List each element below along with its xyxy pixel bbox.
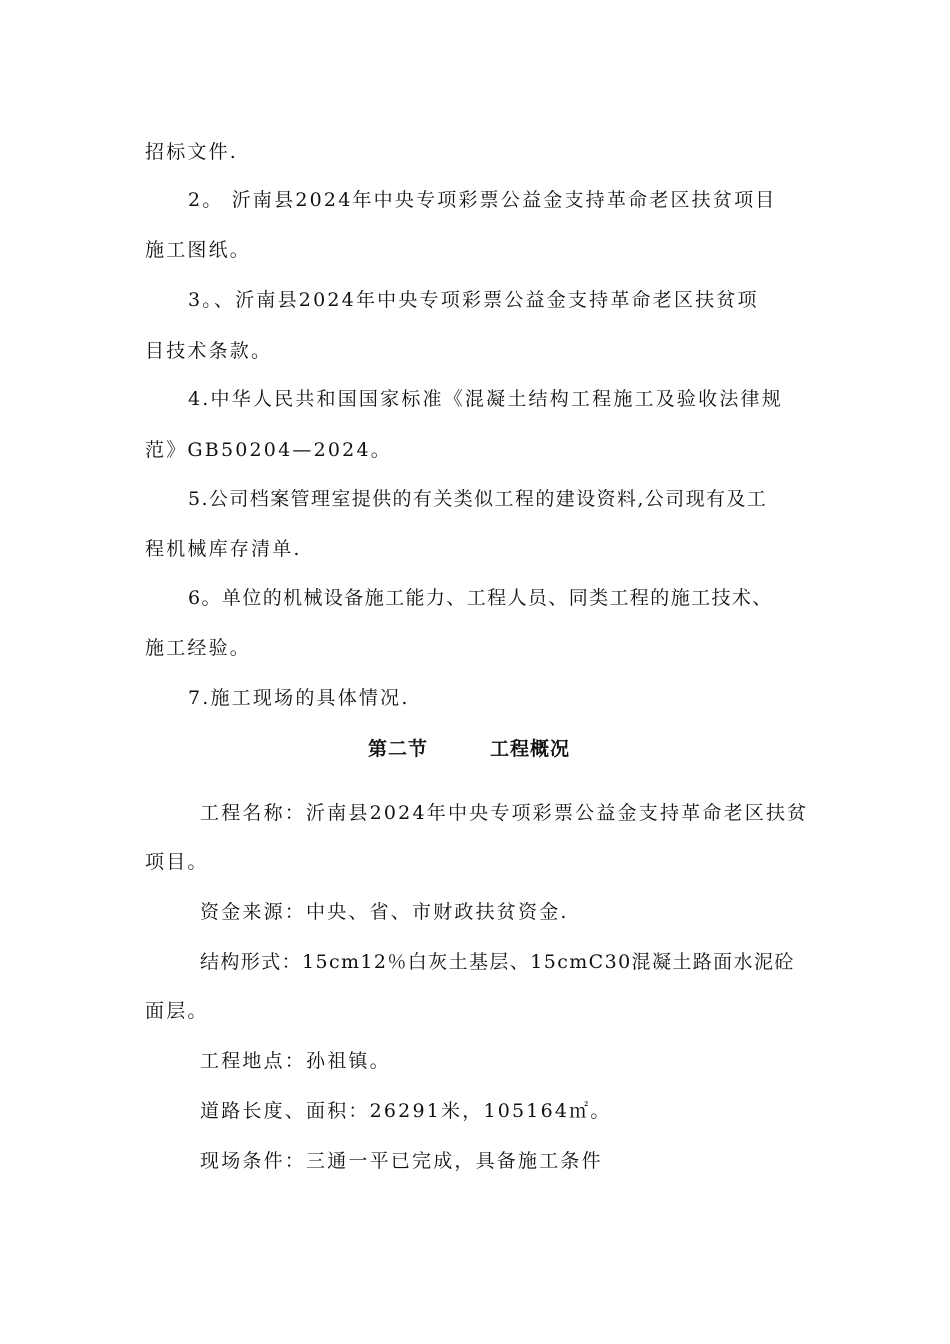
overview-site-conditions: 现场条件：三通一平已完成，具备施工条件 [200,1150,603,1172]
section-heading [368,736,570,762]
text-line-2: 2。 沂南县2024年中央专项彩票公益金支持革命老区扶贫项目 [188,189,777,211]
section-title: 工程概况 [490,738,571,760]
overview-road-length: 道路长度、面积：26291米，105164㎡。 [200,1100,612,1122]
section-number: 第二节 [368,738,429,760]
text-line-8: 5.公司档案管理室提供的有关类似工程的建设资料,公司现有及工 [188,488,768,510]
text-line-7: 范》GB50204—2024。 [145,439,392,461]
overview-project-name-cont: 项目。 [145,851,209,873]
text-line-1: 招标文件. [145,141,239,163]
text-line-3: 施工图纸。 [145,239,252,261]
text-line-11: 施工经验。 [145,637,252,659]
overview-structure: 结构形式：15cm12％白灰土基层、15cmC30混凝土路面水泥砼 [200,951,795,973]
overview-location: 工程地点：孙祖镇。 [200,1050,391,1072]
overview-project-name: 工程名称：沂南县2024年中央专项彩票公益金支持革命老区扶贫 [200,802,809,824]
overview-structure-cont: 面层。 [145,1000,209,1022]
text-line-9: 程机械库存清单. [145,538,302,560]
text-line-6: 4.中华人民共和国国家标准《混凝土结构工程施工及验收法律规 [188,388,783,410]
text-line-4: 3。、沂南县2024年中央专项彩票公益金支持革命老区扶贫项 [188,289,759,311]
overview-funding: 资金来源：中央、省、市财政扶贫资金. [200,901,569,923]
text-line-12: 7.施工现场的具体情况. [188,687,410,709]
text-line-5: 目技术条款。 [145,340,273,362]
text-line-10: 6。单位的机械设备施工能力、工程人员、同类工程的施工技术、 [188,587,773,609]
